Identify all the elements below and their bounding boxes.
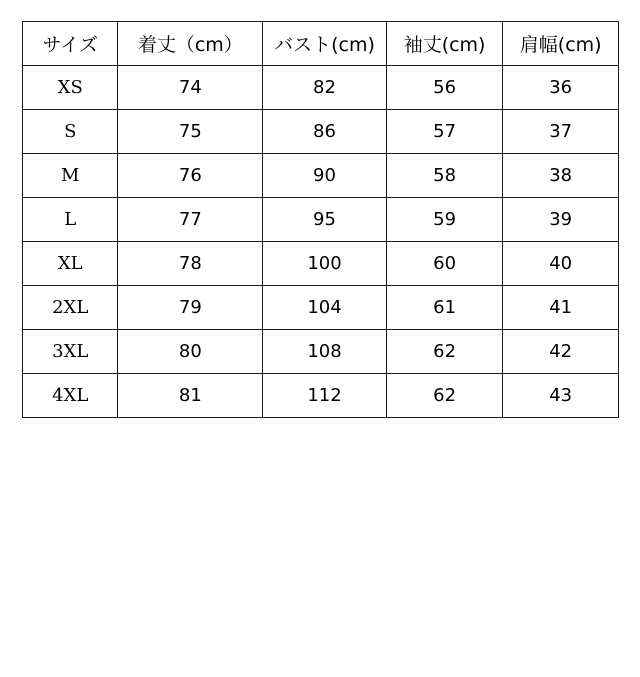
size-cell: XL bbox=[23, 242, 118, 286]
sleeve-cell: 60 bbox=[386, 242, 503, 286]
size-cell: S bbox=[23, 110, 118, 154]
sleeve-cell: 62 bbox=[386, 330, 503, 374]
sleeve-cell: 56 bbox=[386, 66, 503, 110]
shoulder-cell: 36 bbox=[503, 66, 619, 110]
header-sleeve-length: 袖丈(cm) bbox=[386, 22, 503, 66]
bust-cell: 112 bbox=[263, 374, 387, 418]
table-row bbox=[23, 66, 619, 110]
size-cell: M bbox=[23, 154, 118, 198]
length-cell: 75 bbox=[118, 110, 263, 154]
bust-cell: 100 bbox=[263, 242, 387, 286]
size-cell: 4XL bbox=[23, 374, 118, 418]
sleeve-cell: 61 bbox=[386, 286, 503, 330]
sleeve-cell: 59 bbox=[386, 198, 503, 242]
length-cell: 78 bbox=[118, 242, 263, 286]
shoulder-cell: 37 bbox=[503, 110, 619, 154]
header-size: サイズ bbox=[23, 22, 118, 66]
size-cell: 2XL bbox=[23, 286, 118, 330]
bust-cell: 104 bbox=[263, 286, 387, 330]
header-shoulder-width: 肩幅(cm) bbox=[503, 22, 619, 66]
shoulder-cell: 40 bbox=[503, 242, 619, 286]
shoulder-cell: 43 bbox=[503, 374, 619, 418]
length-cell: 80 bbox=[118, 330, 263, 374]
size-chart-table bbox=[22, 21, 619, 418]
length-cell: 76 bbox=[118, 154, 263, 198]
shoulder-cell: 39 bbox=[503, 198, 619, 242]
table-row bbox=[23, 198, 619, 242]
length-cell: 77 bbox=[118, 198, 263, 242]
bust-cell: 108 bbox=[263, 330, 387, 374]
length-cell: 74 bbox=[118, 66, 263, 110]
length-cell: 81 bbox=[118, 374, 263, 418]
size-cell: L bbox=[23, 198, 118, 242]
bust-cell: 95 bbox=[263, 198, 387, 242]
sleeve-cell: 62 bbox=[386, 374, 503, 418]
shoulder-cell: 41 bbox=[503, 286, 619, 330]
header-bust: バスト(cm) bbox=[263, 22, 387, 66]
length-cell: 79 bbox=[118, 286, 263, 330]
header-length: 着丈（cm） bbox=[118, 22, 263, 66]
sleeve-cell: 57 bbox=[386, 110, 503, 154]
bust-cell: 90 bbox=[263, 154, 387, 198]
size-cell: XS bbox=[23, 66, 118, 110]
table-row bbox=[23, 154, 619, 198]
size-cell: 3XL bbox=[23, 330, 118, 374]
table-row bbox=[23, 374, 619, 418]
shoulder-cell: 42 bbox=[503, 330, 619, 374]
table-row bbox=[23, 286, 619, 330]
bust-cell: 82 bbox=[263, 66, 387, 110]
table-row bbox=[23, 330, 619, 374]
bust-cell: 86 bbox=[263, 110, 387, 154]
shoulder-cell: 38 bbox=[503, 154, 619, 198]
table-header-row bbox=[23, 22, 619, 66]
table-row bbox=[23, 242, 619, 286]
sleeve-cell: 58 bbox=[386, 154, 503, 198]
table-row bbox=[23, 110, 619, 154]
